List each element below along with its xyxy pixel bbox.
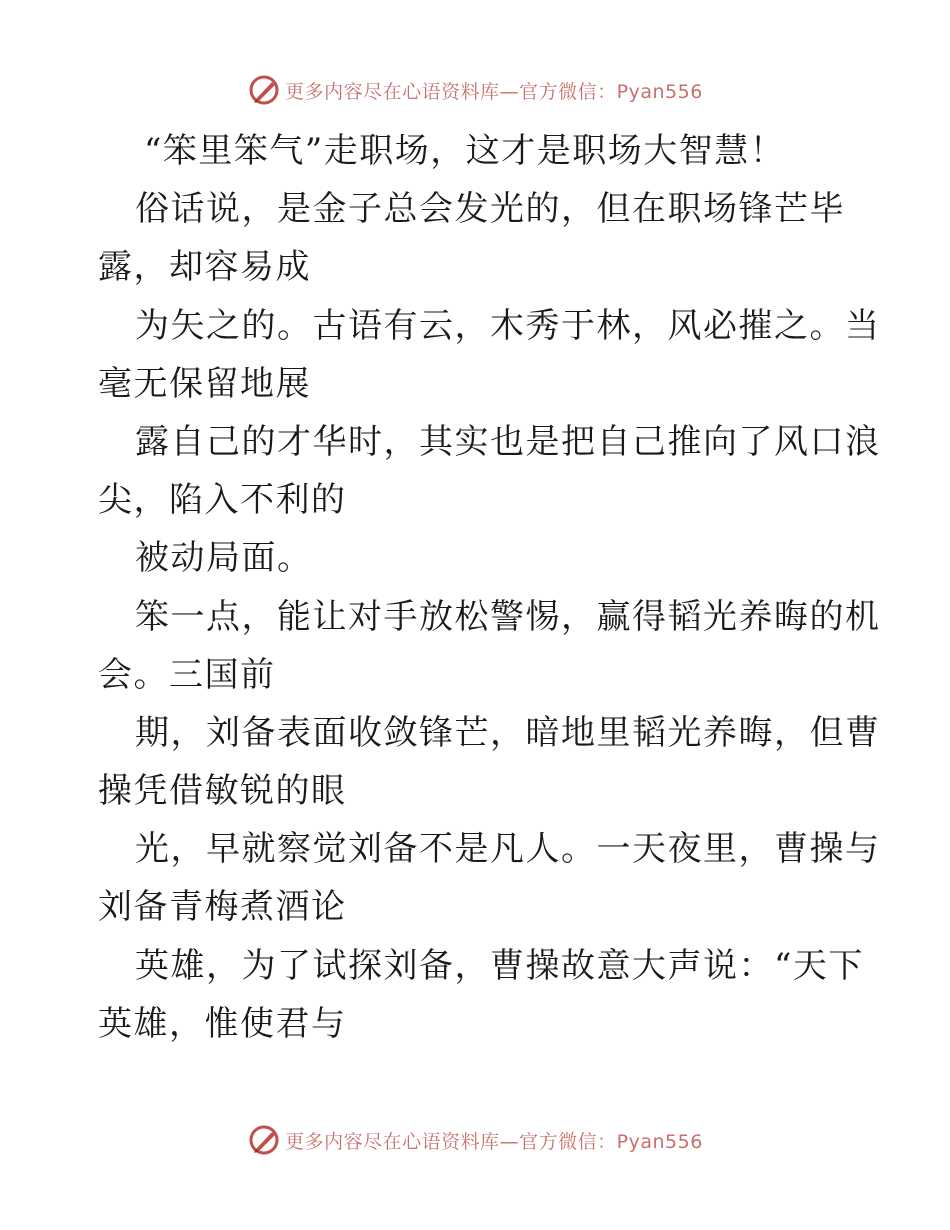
text-line: 露，却容易成 (98, 247, 311, 288)
text-line: 会。三国前 (98, 654, 276, 695)
text-line: 笨一点，能让对手放松警惕，赢得韬光养晦的机 (135, 596, 881, 637)
header-banner (0, 70, 950, 110)
text-line: 尖，陷入不利的 (98, 480, 347, 521)
text-line: 英雄，惟使君与 (98, 1003, 347, 1044)
pen-logo-icon (247, 1123, 281, 1157)
document-body (98, 122, 881, 1053)
text-line: 毫无保留地展 (98, 363, 311, 404)
document-title: “笨里笨气”走职场，这才是职场大智慧！ (144, 131, 786, 171)
text-line: 期，刘备表面收敛锋芒，暗地里韬光养晦，但曹 (135, 712, 881, 753)
header-banner-text: 更多内容尽在心语资料库—官方微信：Pyan556 (285, 80, 703, 103)
text-line: 俗话说，是金子总会发光的，但在职场锋芒毕 (135, 189, 845, 230)
footer-banner (0, 1120, 950, 1160)
text-line: 操凭借敏锐的眼 (98, 771, 347, 812)
pen-logo-icon (247, 73, 281, 107)
text-line: 被动局面。 (135, 538, 313, 579)
text-line: 光，早就察觉刘备不是凡人。一天夜里，曹操与 (135, 829, 881, 870)
footer-banner-text: 更多内容尽在心语资料库—官方微信：Pyan556 (285, 1130, 703, 1153)
text-line: 刘备青梅煮酒论 (98, 887, 347, 928)
text-line: 英雄，为了试探刘备，曹操故意大声说：“天下 (135, 945, 864, 986)
text-line: 为矢之的。古语有云，木秀于林，风必摧之。当 (135, 305, 881, 346)
text-line: 露自己的才华时，其实也是把自己推向了风口浪 (135, 421, 881, 462)
